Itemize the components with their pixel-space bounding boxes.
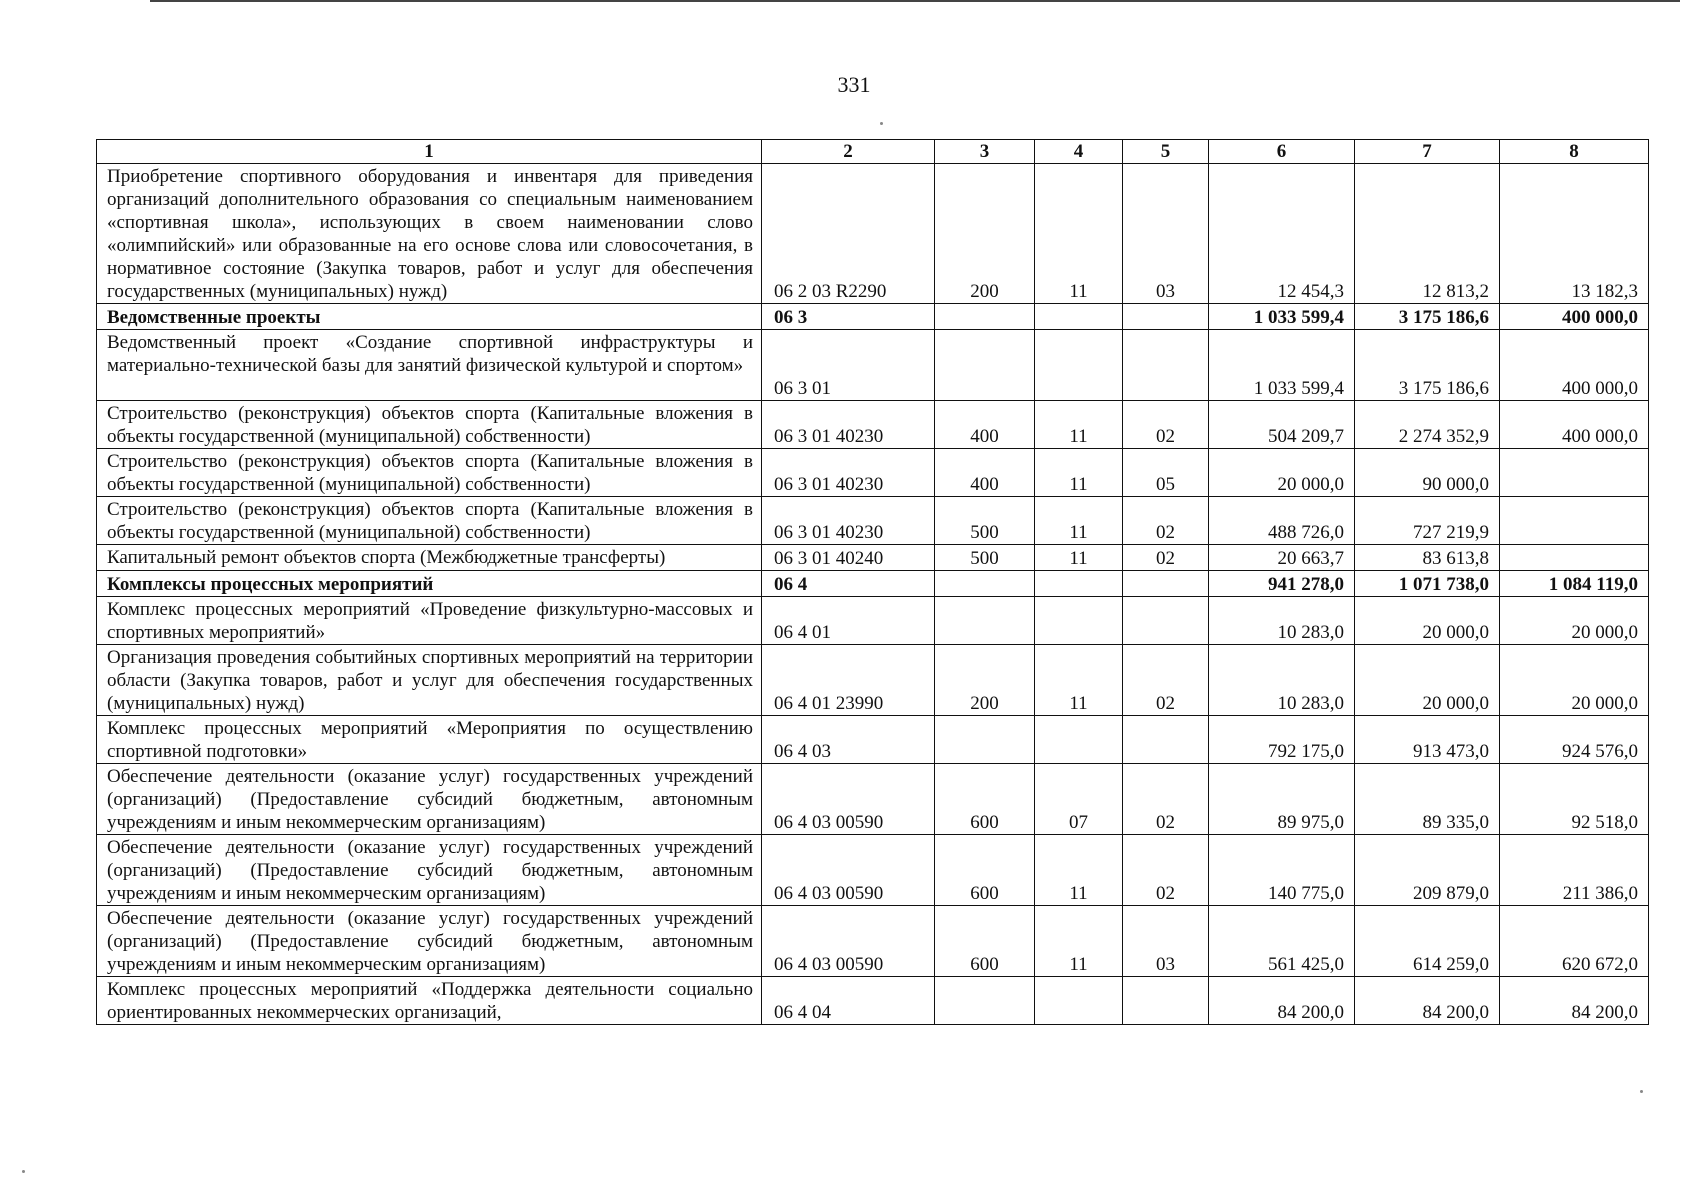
row-subsection — [1123, 716, 1209, 764]
row-code: 06 4 — [762, 571, 935, 597]
table-row — [97, 597, 1649, 645]
row-expense-type — [935, 977, 1035, 1025]
row-subsection: 02 — [1123, 401, 1209, 449]
column-header: 1 — [97, 140, 762, 164]
row-subsection: 03 — [1123, 906, 1209, 977]
row-value-col7: 2 274 352,9 — [1355, 401, 1500, 449]
row-section — [1035, 330, 1123, 401]
row-value-col7: 209 879,0 — [1355, 835, 1500, 906]
row-value-col7: 89 335,0 — [1355, 764, 1500, 835]
row-expense-type: 200 — [935, 164, 1035, 304]
row-subsection — [1123, 330, 1209, 401]
scan-speck — [880, 122, 883, 125]
row-code: 06 3 01 — [762, 330, 935, 401]
row-value-col6: 792 175,0 — [1209, 716, 1355, 764]
budget-table — [96, 139, 1649, 1025]
row-value-col6: 84 200,0 — [1209, 977, 1355, 1025]
row-code: 06 3 01 40240 — [762, 545, 935, 571]
row-description: Комплексы процессных мероприятий — [97, 571, 762, 597]
row-value-col6: 488 726,0 — [1209, 497, 1355, 545]
row-description: Ведомственный проект «Создание спортивной инфраструктуры и материально-технической базы для занятий физической культурой и спортом» — [97, 330, 762, 401]
page-number: 331 — [837, 72, 871, 97]
row-description: Строительство (реконструкция) объектов спорта (Капитальные вложения в объекты государственной (муниципальной) собственности) — [97, 449, 762, 497]
row-expense-type — [935, 571, 1035, 597]
table-row — [97, 906, 1649, 977]
column-header: 7 — [1355, 140, 1500, 164]
row-description: Комплекс процессных мероприятий «Мероприятия по осуществлению спортивной подготовки» — [97, 716, 762, 764]
row-value-col6: 89 975,0 — [1209, 764, 1355, 835]
row-code: 06 4 04 — [762, 977, 935, 1025]
row-description: Обеспечение деятельности (оказание услуг) государственных учреждений (организаций) (Предоставление субсидий бюджетным, автономным учреждениям и иным некоммерческим организациям) — [97, 835, 762, 906]
row-value-col8: 20 000,0 — [1500, 597, 1649, 645]
table-row — [97, 164, 1649, 304]
row-description: Обеспечение деятельности (оказание услуг) государственных учреждений (организаций) (Предоставление субсидий бюджетным, автономным учреждениям и иным некоммерческим организациям) — [97, 764, 762, 835]
row-subsection — [1123, 304, 1209, 330]
section-row — [97, 304, 1649, 330]
row-value-col7: 20 000,0 — [1355, 645, 1500, 716]
row-value-col7: 3 175 186,6 — [1355, 330, 1500, 401]
row-value-col8: 20 000,0 — [1500, 645, 1649, 716]
row-value-col6: 140 775,0 — [1209, 835, 1355, 906]
row-subsection: 02 — [1123, 764, 1209, 835]
row-value-col7: 90 000,0 — [1355, 449, 1500, 497]
row-section: 11 — [1035, 906, 1123, 977]
row-value-col7: 20 000,0 — [1355, 597, 1500, 645]
row-section: 11 — [1035, 164, 1123, 304]
row-subsection: 02 — [1123, 645, 1209, 716]
row-value-col6: 20 000,0 — [1209, 449, 1355, 497]
row-section — [1035, 304, 1123, 330]
row-value-col7: 727 219,9 — [1355, 497, 1500, 545]
row-code: 06 3 01 40230 — [762, 497, 935, 545]
row-expense-type: 500 — [935, 497, 1035, 545]
column-number-row — [97, 140, 1649, 164]
column-header: 8 — [1500, 140, 1649, 164]
row-section — [1035, 716, 1123, 764]
row-section — [1035, 571, 1123, 597]
row-value-col6: 1 033 599,4 — [1209, 304, 1355, 330]
row-value-col8 — [1500, 449, 1649, 497]
row-section: 11 — [1035, 401, 1123, 449]
row-expense-type: 400 — [935, 401, 1035, 449]
table-row — [97, 977, 1649, 1025]
row-value-col7: 3 175 186,6 — [1355, 304, 1500, 330]
table-row — [97, 330, 1649, 401]
table-row — [97, 449, 1649, 497]
table-row — [97, 401, 1649, 449]
row-section: 11 — [1035, 497, 1123, 545]
row-value-col6: 1 033 599,4 — [1209, 330, 1355, 401]
row-description: Ведомственные проекты — [97, 304, 762, 330]
row-expense-type: 500 — [935, 545, 1035, 571]
top-scan-rule — [150, 0, 1680, 2]
row-value-col8: 84 200,0 — [1500, 977, 1649, 1025]
row-value-col6: 20 663,7 — [1209, 545, 1355, 571]
row-subsection: 02 — [1123, 545, 1209, 571]
row-value-col6: 504 209,7 — [1209, 401, 1355, 449]
row-code: 06 4 03 00590 — [762, 835, 935, 906]
row-value-col7: 12 813,2 — [1355, 164, 1500, 304]
row-section: 07 — [1035, 764, 1123, 835]
table-row — [97, 545, 1649, 571]
row-value-col8: 92 518,0 — [1500, 764, 1649, 835]
row-value-col7: 614 259,0 — [1355, 906, 1500, 977]
row-description: Капитальный ремонт объектов спорта (Межбюджетные трансферты) — [97, 545, 762, 571]
row-value-col8: 924 576,0 — [1500, 716, 1649, 764]
row-description: Комплекс процессных мероприятий «Проведение физкультурно-массовых и спортивных мероприятий» — [97, 597, 762, 645]
row-value-col8 — [1500, 545, 1649, 571]
row-section — [1035, 597, 1123, 645]
section-row — [97, 571, 1649, 597]
column-header: 4 — [1035, 140, 1123, 164]
row-value-col6: 561 425,0 — [1209, 906, 1355, 977]
column-header: 5 — [1123, 140, 1209, 164]
row-description: Обеспечение деятельности (оказание услуг) государственных учреждений (организаций) (Предоставление субсидий бюджетным, автономным учреждениям и иным некоммерческим организациям) — [97, 906, 762, 977]
table-row — [97, 716, 1649, 764]
row-value-col8: 400 000,0 — [1500, 304, 1649, 330]
row-subsection: 02 — [1123, 835, 1209, 906]
row-value-col7: 1 071 738,0 — [1355, 571, 1500, 597]
row-value-col8: 400 000,0 — [1500, 330, 1649, 401]
row-value-col6: 10 283,0 — [1209, 597, 1355, 645]
row-subsection — [1123, 597, 1209, 645]
row-subsection: 02 — [1123, 497, 1209, 545]
row-description: Комплекс процессных мероприятий «Поддержка деятельности социально ориентированных некоммерческих организаций, — [97, 977, 762, 1025]
table-row — [97, 764, 1649, 835]
row-code: 06 3 — [762, 304, 935, 330]
row-section — [1035, 977, 1123, 1025]
row-value-col7: 83 613,8 — [1355, 545, 1500, 571]
row-value-col8 — [1500, 497, 1649, 545]
column-header: 3 — [935, 140, 1035, 164]
column-header: 2 — [762, 140, 935, 164]
row-value-col8: 211 386,0 — [1500, 835, 1649, 906]
row-code: 06 3 01 40230 — [762, 401, 935, 449]
row-section: 11 — [1035, 835, 1123, 906]
row-subsection — [1123, 571, 1209, 597]
row-subsection: 05 — [1123, 449, 1209, 497]
row-subsection: 03 — [1123, 164, 1209, 304]
scan-speck — [1640, 1090, 1643, 1093]
row-expense-type: 600 — [935, 906, 1035, 977]
row-expense-type: 600 — [935, 764, 1035, 835]
row-code: 06 4 01 23990 — [762, 645, 935, 716]
row-expense-type — [935, 597, 1035, 645]
table-row — [97, 835, 1649, 906]
scan-speck — [22, 1170, 25, 1173]
row-value-col6: 12 454,3 — [1209, 164, 1355, 304]
row-code: 06 4 01 — [762, 597, 935, 645]
row-section: 11 — [1035, 545, 1123, 571]
table-row — [97, 497, 1649, 545]
row-value-col6: 941 278,0 — [1209, 571, 1355, 597]
table-body — [97, 164, 1649, 1025]
column-header: 6 — [1209, 140, 1355, 164]
row-description: Организация проведения событийных спортивных мероприятий на территории области (Закупка товаров, работ и услуг для обеспечения государственных (муниципальных) нужд) — [97, 645, 762, 716]
row-expense-type: 400 — [935, 449, 1035, 497]
row-expense-type: 600 — [935, 835, 1035, 906]
row-value-col8: 13 182,3 — [1500, 164, 1649, 304]
row-expense-type — [935, 330, 1035, 401]
row-description: Приобретение спортивного оборудования и инвентаря для приведения организаций дополнительного образования со специальным наименованием «спортивная школа», использующих в своем наименовании слово «олимпийский» или образованные на его основе слова или словосочетания, в нормативное состояние (Закупка товаров, работ и услуг для обеспечения государственных (муниципальных) нужд) — [97, 164, 762, 304]
row-description: Строительство (реконструкция) объектов спорта (Капитальные вложения в объекты государственной (муниципальной) собственности) — [97, 497, 762, 545]
row-subsection — [1123, 977, 1209, 1025]
row-section: 11 — [1035, 645, 1123, 716]
row-code: 06 4 03 00590 — [762, 906, 935, 977]
row-code: 06 4 03 00590 — [762, 764, 935, 835]
row-expense-type: 200 — [935, 645, 1035, 716]
row-section: 11 — [1035, 449, 1123, 497]
row-value-col8: 1 084 119,0 — [1500, 571, 1649, 597]
row-value-col7: 84 200,0 — [1355, 977, 1500, 1025]
row-expense-type — [935, 304, 1035, 330]
row-code: 06 2 03 R2290 — [762, 164, 935, 304]
row-description: Строительство (реконструкция) объектов спорта (Капитальные вложения в объекты государственной (муниципальной) собственности) — [97, 401, 762, 449]
row-expense-type — [935, 716, 1035, 764]
row-value-col7: 913 473,0 — [1355, 716, 1500, 764]
row-value-col8: 400 000,0 — [1500, 401, 1649, 449]
row-value-col6: 10 283,0 — [1209, 645, 1355, 716]
row-value-col8: 620 672,0 — [1500, 906, 1649, 977]
table-row — [97, 645, 1649, 716]
row-code: 06 3 01 40230 — [762, 449, 935, 497]
row-code: 06 4 03 — [762, 716, 935, 764]
